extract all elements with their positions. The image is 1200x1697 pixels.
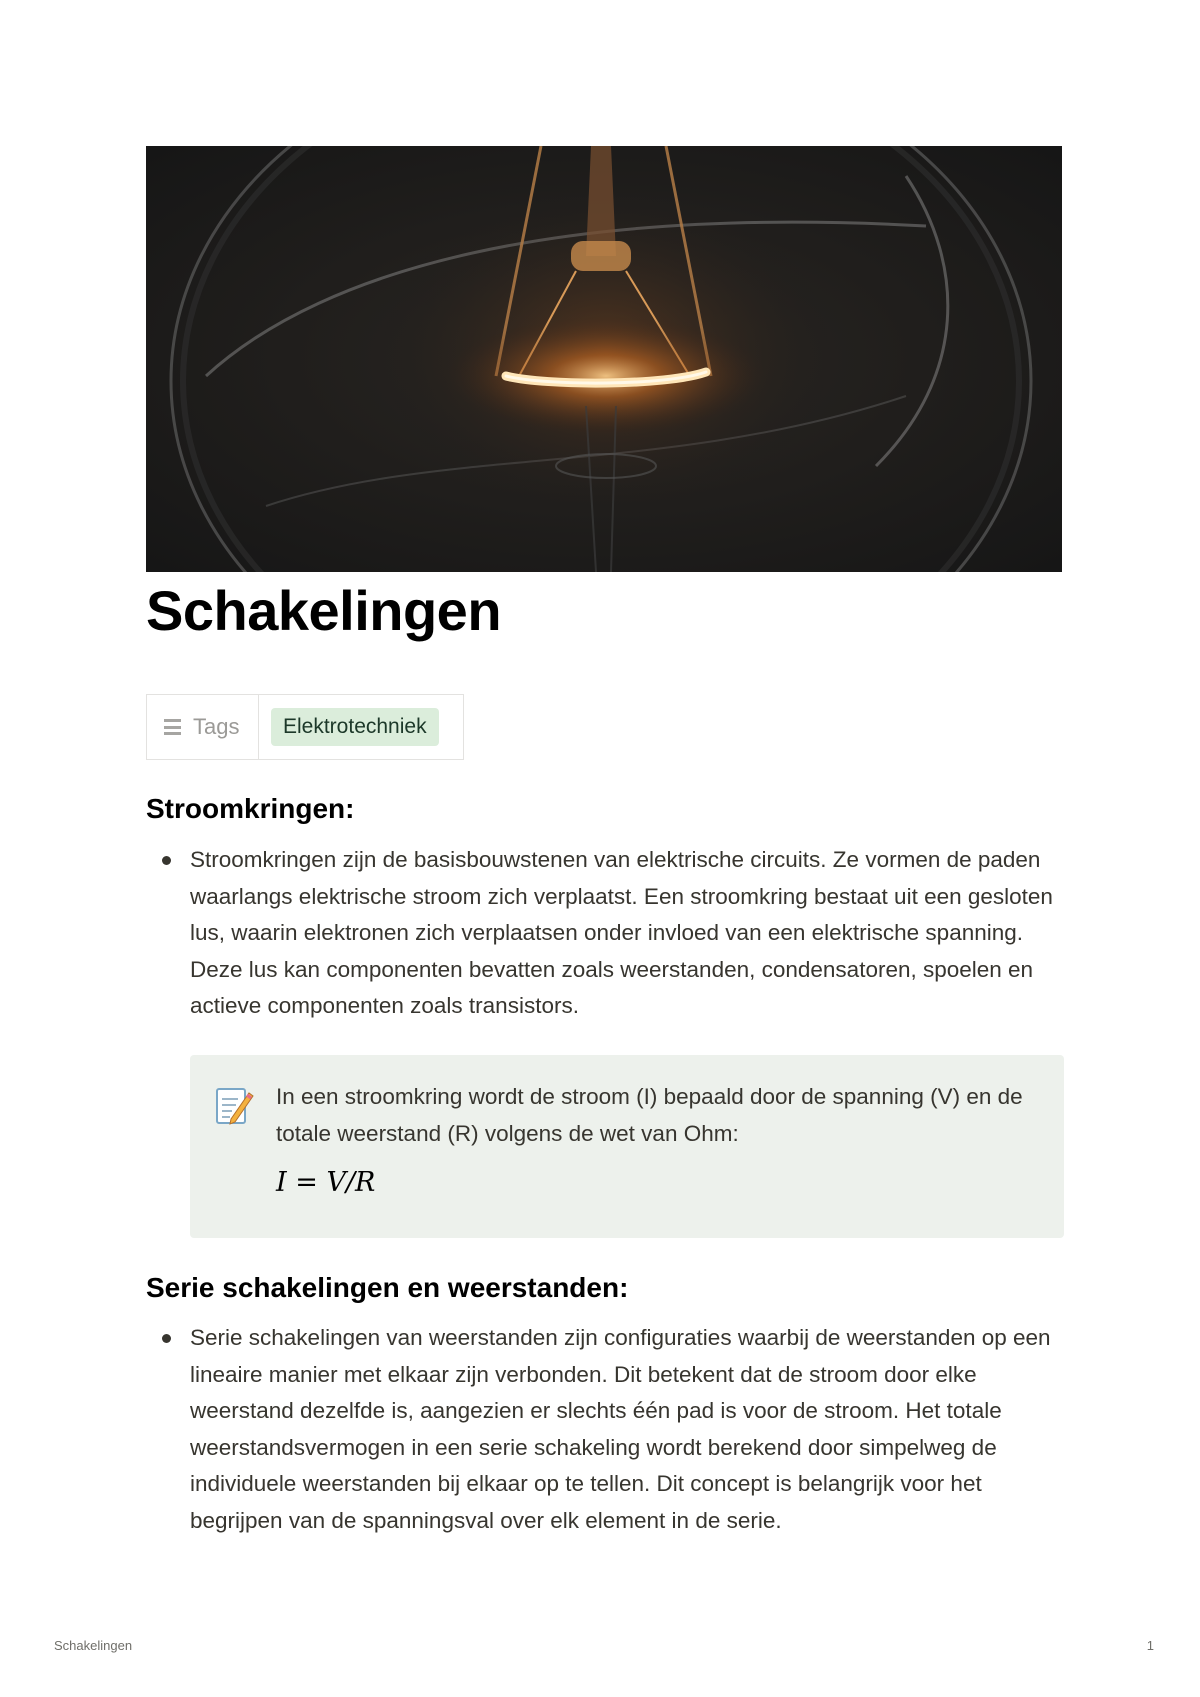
callout-text: In een stroomkring wordt de stroom (I) bepaald door de spanning (V) en de totale weerstand (R) volgens de wet van Ohm: xyxy=(276,1084,1023,1146)
property-key-tags[interactable] xyxy=(147,695,259,759)
ohm-formula: I = V/R xyxy=(276,1167,376,1198)
memo-icon xyxy=(214,1085,254,1127)
section-heading-serie-schakelingen: Serie schakelingen en weerstanden: xyxy=(146,1272,629,1303)
callout-block xyxy=(190,1055,1064,1238)
property-value-tags[interactable] xyxy=(259,695,463,759)
bullet-item xyxy=(146,842,1066,1025)
property-row-tags xyxy=(146,694,464,760)
section-heading-stroomkringen: Stroomkringen: xyxy=(146,793,355,824)
bullet-item xyxy=(146,1320,1066,1539)
page-title: Schakelingen xyxy=(146,579,502,642)
property-label: Tags xyxy=(193,714,240,739)
light-bulb-image xyxy=(146,146,1062,572)
footer-document-title: Schakelingen xyxy=(54,1638,133,1653)
bullet-dot xyxy=(162,856,171,865)
bullet-dot xyxy=(162,1334,171,1343)
footer-page-number: 1 xyxy=(1146,1638,1154,1653)
bullet-text: Serie schakelingen van weerstanden zijn configuraties waarbij de weerstanden op een lineaire manier met elkaar zijn verbonden. Dit betekent dat de stroom door elke weerstand dezelfde is, aangezien er slechts één pad is voor de stroom. Het totale weerstandsvermogen in een serie schakeling wordt berekend door simpelweg de individuele weerstanden bij elkaar op te tellen. Dit concept is belangrijk voor het begrijpen van de spanningsval over elk element in de serie. xyxy=(190,1325,1051,1533)
list-icon xyxy=(161,719,181,735)
tag-badge[interactable]: Elektrotechniek xyxy=(271,708,439,746)
cover-image xyxy=(146,146,1062,572)
bullet-text: Stroomkringen zijn de basisbouwstenen van elektrische circuits. Ze vormen de paden waarlangs elektrische stroom zich verplaatst. Een stroomkring bestaat uit een gesloten lus, waarin elektronen zich verplaatsen onder invloed van een elektrische spanning. Deze lus kan componenten bevatten zoals weerstanden, condensatoren, spoelen en actieve componenten zoals transistors. xyxy=(190,847,1053,1018)
